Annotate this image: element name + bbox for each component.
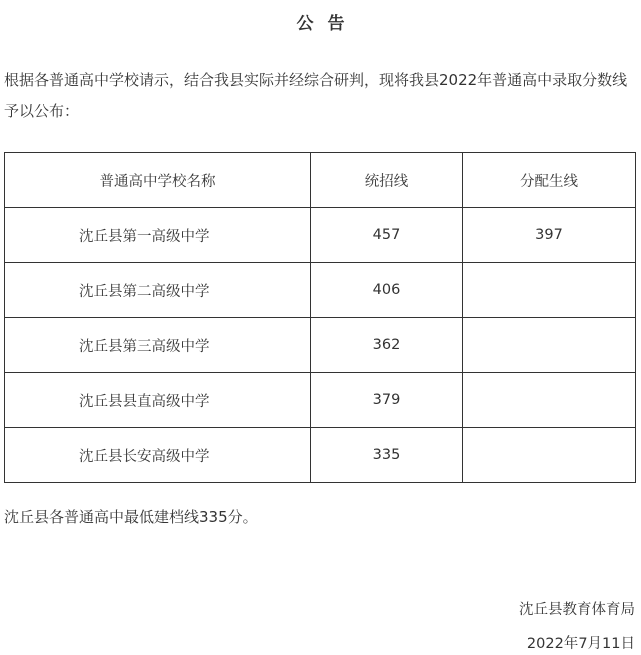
unified-line-cell: 362 [311, 318, 463, 373]
admission-score-table [4, 152, 636, 483]
unified-line-cell: 379 [311, 373, 463, 428]
allocation-line-cell: 397 [463, 208, 636, 263]
header-allocation-line: 分配生线 [463, 153, 636, 208]
issue-date: 2022年7月11日 [526, 636, 635, 652]
table-row [5, 318, 636, 373]
allocation-line-cell [463, 318, 636, 373]
school-name-cell: 沈丘县长安高级中学 [5, 428, 311, 483]
allocation-line-cell [463, 263, 636, 318]
issuing-organization: 沈丘县教育体育局 [519, 602, 635, 618]
allocation-line-cell [463, 373, 636, 428]
school-name-cell: 沈丘县第三高级中学 [5, 318, 311, 373]
school-name-cell: 沈丘县第一高级中学 [5, 208, 311, 263]
header-school-name: 普通高中学校名称 [5, 153, 311, 208]
table-row [5, 208, 636, 263]
minimum-filing-line-note: 沈丘县各普通高中最低建档线335分。 [4, 508, 258, 526]
header-unified-line: 统招线 [311, 153, 463, 208]
table-row [5, 428, 636, 483]
notice-intro: 根据各普通高中学校请示，结合我县实际并经综合研判，现将我县2022年普通高中录取分数线予以公布： [4, 71, 628, 120]
table-row [5, 263, 636, 318]
notice-title: 公告 [296, 14, 359, 34]
table-header-row [5, 153, 636, 208]
school-name-cell: 沈丘县县直高级中学 [5, 373, 311, 428]
allocation-line-cell [463, 428, 636, 483]
school-name-cell: 沈丘县第二高级中学 [5, 263, 311, 318]
unified-line-cell: 457 [311, 208, 463, 263]
unified-line-cell: 335 [311, 428, 463, 483]
unified-line-cell: 406 [311, 263, 463, 318]
table-row [5, 373, 636, 428]
